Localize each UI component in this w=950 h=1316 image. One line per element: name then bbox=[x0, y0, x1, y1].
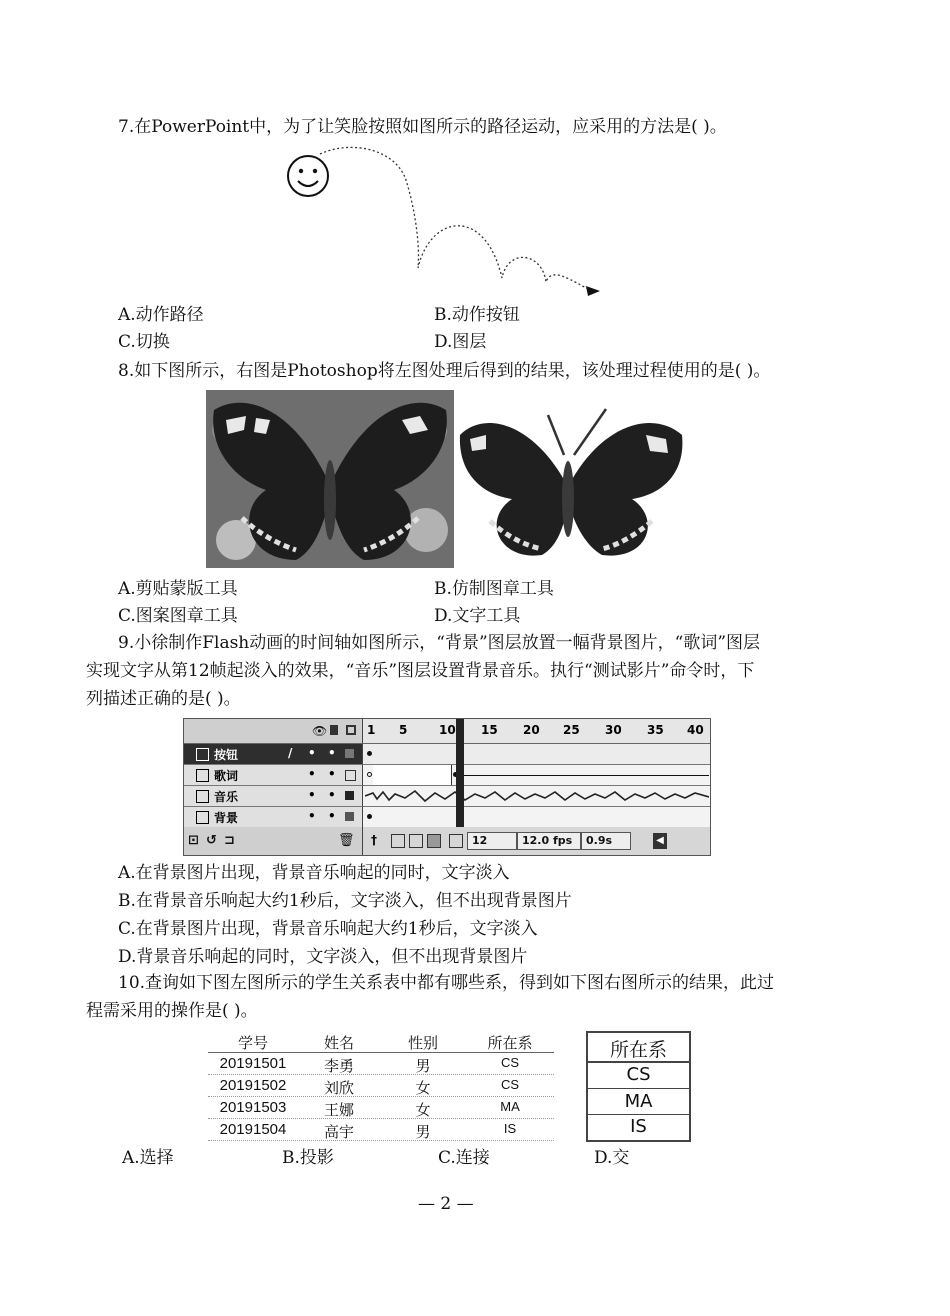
table-cell: 男 bbox=[415, 1124, 431, 1141]
table-cell: 女 bbox=[415, 1102, 431, 1119]
table-header: 所在系 bbox=[487, 1035, 533, 1052]
table-cell: 20191502 bbox=[219, 1077, 287, 1094]
outline-square bbox=[345, 749, 354, 758]
current-frame-readout: 12 bbox=[467, 832, 517, 850]
eye-icon[interactable]: 👁 bbox=[312, 724, 328, 738]
trash-icon[interactable]: 🗑 bbox=[338, 833, 355, 848]
result-rule bbox=[588, 1088, 689, 1089]
lock-dot: • bbox=[328, 788, 336, 802]
row-rule bbox=[208, 1140, 554, 1141]
blank-frames bbox=[373, 765, 452, 785]
frame-number: 30 bbox=[605, 723, 622, 737]
playhead[interactable] bbox=[456, 719, 464, 827]
tween-arrow bbox=[461, 775, 709, 776]
outline-icon[interactable] bbox=[346, 725, 356, 735]
outline-square bbox=[345, 791, 354, 800]
add-layer-icon[interactable]: ⊡ bbox=[188, 833, 199, 848]
butterfly-result-image bbox=[456, 395, 688, 565]
result-rule bbox=[588, 1061, 689, 1063]
layer-icon bbox=[196, 790, 209, 803]
timeline-footer-right bbox=[362, 827, 711, 855]
q7-option-a[interactable]: A.动作路径 bbox=[118, 305, 204, 325]
q9-stem-line2: 实现文字从第12帧起淡入的效果，“音乐”图层设置背景音乐。执行“测试影片”命令时，下 bbox=[86, 661, 755, 681]
layer-name: 音乐 bbox=[214, 790, 239, 804]
timeline-footer-left bbox=[184, 827, 362, 855]
result-cell: CS bbox=[626, 1064, 651, 1085]
edit-multiple-icon[interactable] bbox=[427, 834, 441, 848]
q9-stem-line3: 列描述正确的是( )。 bbox=[86, 689, 241, 709]
q8-option-a[interactable]: A.剪贴蒙版工具 bbox=[118, 579, 238, 599]
student-table bbox=[208, 1030, 554, 1142]
visibility-dot: • bbox=[308, 767, 316, 781]
add-folder-icon[interactable]: ⊐ bbox=[224, 833, 235, 848]
layer-music[interactable] bbox=[184, 786, 362, 807]
table-cell: CS bbox=[500, 1077, 520, 1092]
frame-number: 1 bbox=[367, 723, 376, 737]
table-cell: CS bbox=[500, 1055, 520, 1070]
q10-option-a[interactable]: A.选择 bbox=[122, 1148, 174, 1168]
outline-square bbox=[345, 770, 356, 781]
scroll-left-icon[interactable]: ◀ bbox=[653, 833, 667, 849]
table-cell: 高宇 bbox=[323, 1124, 354, 1141]
q7-option-b[interactable]: B.动作按钮 bbox=[434, 305, 520, 325]
track-background[interactable] bbox=[362, 807, 711, 828]
q8-stem: 8.如下图所示，右图是Photoshop将左图处理后得到的结果，该处理过程使用的是( )。 bbox=[118, 361, 771, 381]
result-cell: IS bbox=[630, 1116, 647, 1137]
onion-skin-icon[interactable] bbox=[391, 834, 405, 848]
q8-option-d[interactable]: D.文字工具 bbox=[434, 606, 521, 626]
frame-number: 10 bbox=[439, 723, 456, 737]
row-rule bbox=[208, 1118, 554, 1119]
table-cell: 王娜 bbox=[323, 1102, 354, 1119]
q10-option-c[interactable]: C.连接 bbox=[438, 1148, 490, 1168]
keyframe-dot bbox=[367, 751, 372, 756]
table-cell: 20191501 bbox=[219, 1055, 287, 1072]
frame-number: 20 bbox=[523, 723, 540, 737]
frame-number: 35 bbox=[647, 723, 664, 737]
q7-option-c[interactable]: C.切换 bbox=[118, 332, 170, 352]
q10-option-b[interactable]: B.投影 bbox=[282, 1148, 334, 1168]
q8-option-b[interactable]: B.仿制图章工具 bbox=[434, 579, 554, 599]
table-cell: 刘欣 bbox=[323, 1080, 354, 1097]
q10-stem-line2: 程需采用的操作是( )。 bbox=[86, 1001, 258, 1021]
layer-button[interactable] bbox=[184, 744, 362, 765]
row-rule bbox=[208, 1096, 554, 1097]
layer-icon bbox=[196, 811, 209, 824]
timeline-header-left bbox=[184, 719, 362, 744]
result-table bbox=[586, 1031, 691, 1142]
q8-option-c[interactable]: C.图案图章工具 bbox=[118, 606, 238, 626]
q10-stem-line1: 10.查询如下图左图所示的学生关系表中都有哪些系，得到如下图右图所示的结果，此过 bbox=[118, 973, 775, 993]
visibility-dot: • bbox=[308, 809, 316, 823]
q9-option-a[interactable]: A.在背景图片出现，背景音乐响起的同时，文字淡入 bbox=[118, 863, 510, 883]
frame-number: 5 bbox=[399, 723, 408, 737]
track-music[interactable] bbox=[362, 786, 711, 807]
layer-name: 按钮 bbox=[214, 748, 239, 762]
frame-ruler bbox=[362, 719, 711, 744]
table-cell: 男 bbox=[415, 1058, 431, 1075]
layer-lyrics[interactable] bbox=[184, 765, 362, 786]
q7-option-d[interactable]: D.图层 bbox=[434, 332, 487, 352]
q7-stem: 7.在PowerPoint中，为了让笑脸按照如图所示的路径运动，应采用的方法是( )。 bbox=[118, 117, 727, 137]
track-lyrics[interactable] bbox=[362, 765, 711, 786]
result-header: 所在系 bbox=[609, 1039, 667, 1061]
empty-keyframe-dot bbox=[367, 772, 372, 777]
table-cell: 李勇 bbox=[323, 1058, 354, 1075]
q9-option-d[interactable]: D.背景音乐响起的同时，文字淡入，但不出现背景图片 bbox=[118, 947, 528, 967]
onion-markers-icon[interactable] bbox=[449, 834, 463, 848]
lock-dot: • bbox=[328, 767, 336, 781]
audio-waveform bbox=[365, 788, 709, 804]
center-frame-icon[interactable]: † bbox=[371, 833, 377, 847]
flash-timeline bbox=[183, 718, 711, 856]
lock-dot: • bbox=[328, 809, 336, 823]
table-cell: IS bbox=[503, 1121, 517, 1136]
table-cell: 20191503 bbox=[219, 1099, 287, 1116]
smiley-path-figure bbox=[280, 140, 610, 305]
result-rule bbox=[588, 1114, 689, 1115]
frame-rate-readout: 12.0 fps bbox=[517, 832, 581, 850]
q9-option-c[interactable]: C.在背景图片出现，背景音乐响起大约1秒后，文字淡入 bbox=[118, 919, 538, 939]
frame-number: 40 bbox=[687, 723, 704, 737]
layer-background[interactable] bbox=[184, 807, 362, 828]
layer-icon bbox=[196, 769, 209, 782]
layer-name: 歌词 bbox=[214, 769, 239, 783]
page-number: — 2 — bbox=[418, 1194, 474, 1214]
table-header: 学号 bbox=[237, 1035, 268, 1052]
table-cell: MA bbox=[500, 1099, 520, 1114]
elapsed-time-readout: 0.9s bbox=[581, 832, 631, 850]
onion-outline-icon[interactable] bbox=[409, 834, 423, 848]
frame-number: 25 bbox=[563, 723, 580, 737]
keyframe-dot bbox=[367, 814, 372, 819]
arrow-head-icon bbox=[586, 286, 600, 296]
frame-number: 15 bbox=[481, 723, 498, 737]
track-button[interactable] bbox=[362, 744, 711, 765]
outline-square bbox=[345, 812, 354, 821]
q9-stem-line1: 9.小徐制作Flash动画的时间轴如图所示，“背景”图层放置一幅背景图片，“歌词”图层 bbox=[118, 633, 761, 653]
add-guide-icon[interactable]: ↺ bbox=[206, 833, 217, 848]
table-header: 性别 bbox=[407, 1035, 438, 1052]
pencil-icon: / bbox=[288, 746, 293, 760]
table-cell: 20191504 bbox=[219, 1121, 287, 1138]
table-cell: 女 bbox=[415, 1080, 431, 1097]
smiley-face-icon bbox=[288, 156, 328, 196]
lock-icon[interactable] bbox=[330, 725, 338, 735]
table-header: 姓名 bbox=[323, 1035, 354, 1052]
lock-dot: • bbox=[328, 746, 336, 760]
visibility-dot: • bbox=[308, 788, 316, 802]
layer-icon bbox=[196, 748, 209, 761]
butterfly-original-image bbox=[206, 390, 454, 568]
q10-option-d[interactable]: D.交 bbox=[594, 1148, 630, 1168]
visibility-dot: • bbox=[308, 746, 316, 760]
motion-path bbox=[320, 147, 594, 292]
result-cell: MA bbox=[624, 1091, 653, 1112]
layer-name: 背景 bbox=[214, 811, 239, 825]
q9-option-b[interactable]: B.在背景音乐响起大约1秒后，文字淡入，但不出现背景图片 bbox=[118, 891, 572, 911]
row-rule bbox=[208, 1074, 554, 1075]
